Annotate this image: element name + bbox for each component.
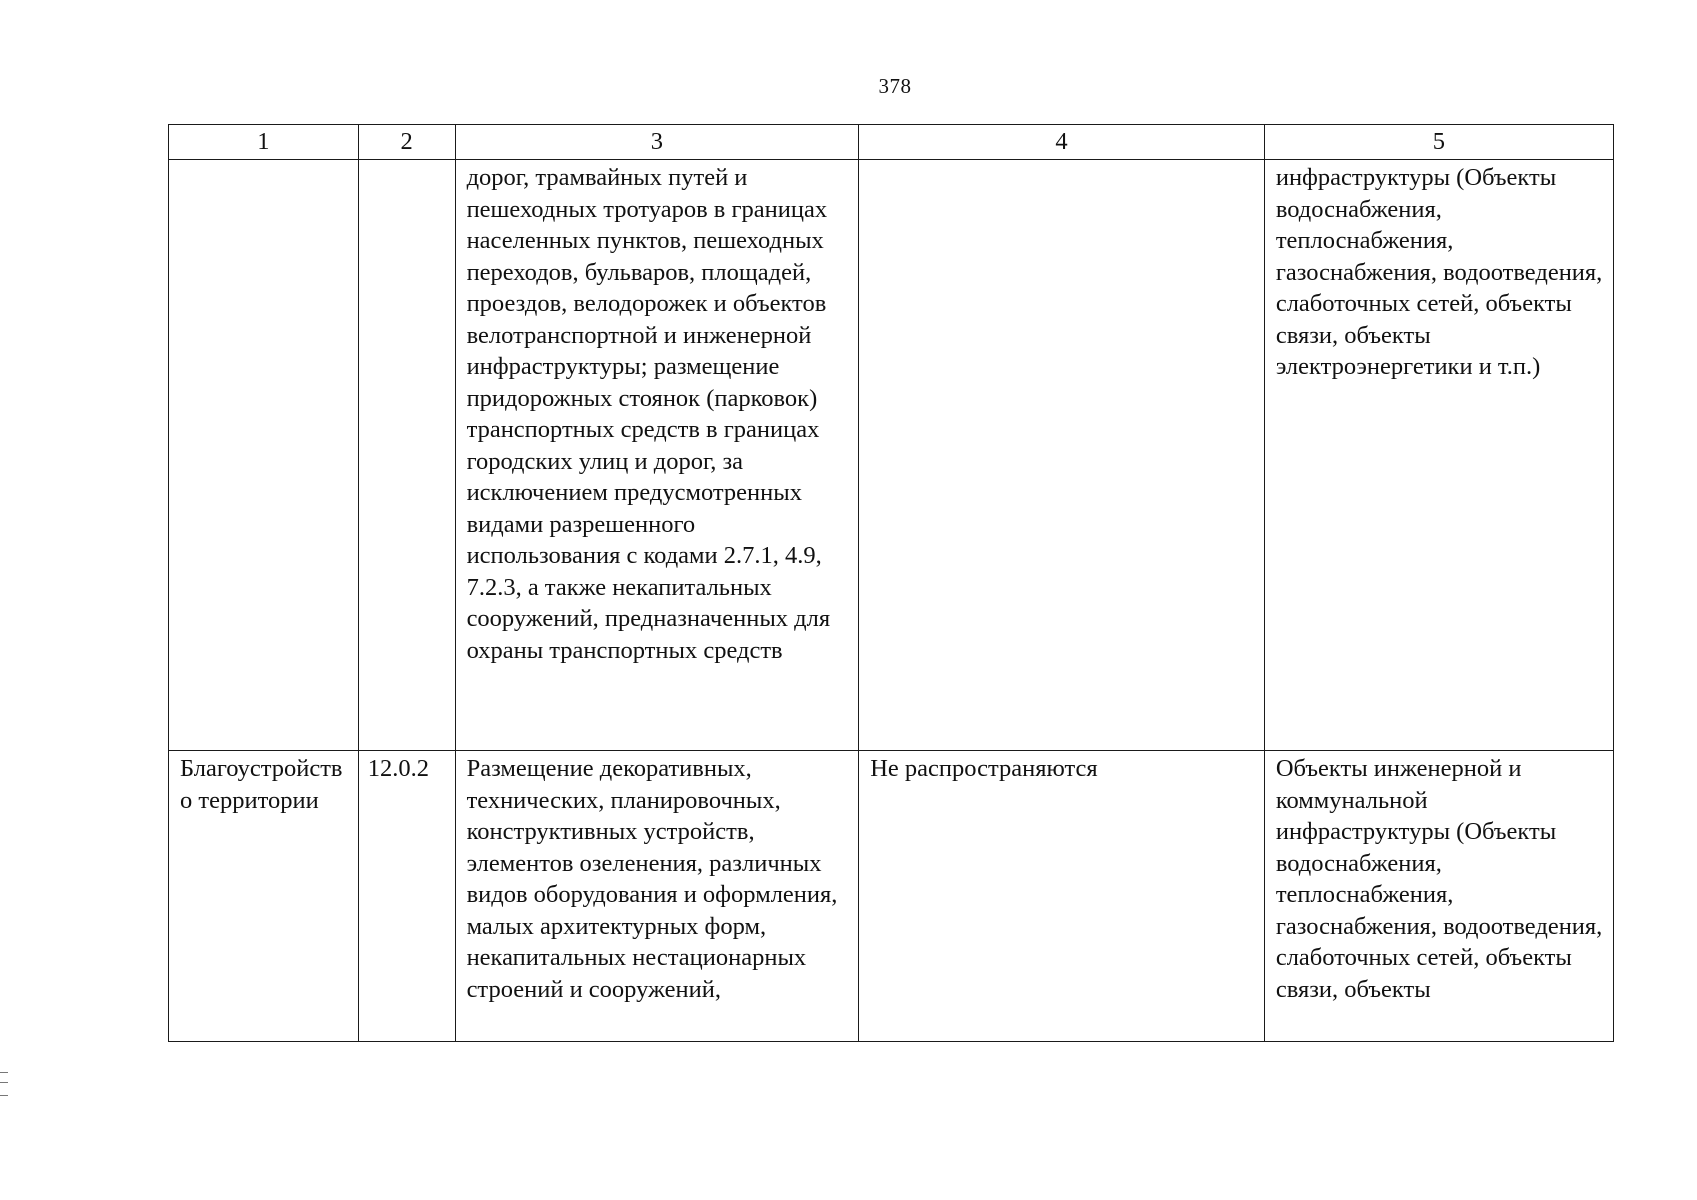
column-number-2: 2 (358, 125, 455, 160)
column-number-1: 1 (169, 125, 359, 160)
land-use-code-cell: 12.0.2 (358, 751, 455, 1042)
column-number-3: 3 (455, 125, 859, 160)
scan-margin-mark (0, 1072, 8, 1096)
column-number-4: 4 (859, 125, 1265, 160)
table-row (169, 751, 1614, 1042)
permitted-objects-cell: Объекты инженерной и коммунальной инфраструктуры (Объекты водоснабжения, теплоснабжения, газоснабжения, водоотведения, слаботочных сетей, объекты связи, объекты (1264, 751, 1613, 1042)
table-header-row (169, 125, 1614, 160)
land-use-name-cell (169, 160, 359, 751)
construction-params-cell (859, 160, 1265, 751)
page-number: 378 (878, 74, 912, 98)
permitted-objects-cell: инфраструктуры (Объекты водоснабжения, теплоснабжения, газоснабжения, водоотведения, слаботочных сетей, объекты связи, объекты электроэнергетики и т.п.) (1264, 160, 1613, 751)
construction-params-cell: Не распространяются (859, 751, 1265, 1042)
land-use-description-cell: Размещение декоративных, технических, планировочных, конструктивных устройств, элементов озеленения, различных видов оборудования и оформления, малых архитектурных форм, некапитальных нестационарных строений и сооружений, (455, 751, 859, 1042)
zoning-table (168, 124, 1614, 1042)
land-use-name-cell: Благоустройство территории (169, 751, 359, 1042)
land-use-code-cell (358, 160, 455, 751)
column-number-5: 5 (1264, 125, 1613, 160)
table-row (169, 160, 1614, 751)
land-use-description-cell: дорог, трамвайных путей и пешеходных тротуаров в границах населенных пунктов, пешеходных переходов, бульваров, площадей, проездов, велодорожек и объектов велотранспортной и инженерной инфраструктуры; размещение придорожных стоянок (парковок) транспортных средств в границах городских улиц и дорог, за исключением предусмотренных видами разрешенного использования с кодами 2.7.1, 4.9, 7.2.3, а также некапитальных сооружений, предназначенных для охраны транспортных средств (455, 160, 859, 751)
